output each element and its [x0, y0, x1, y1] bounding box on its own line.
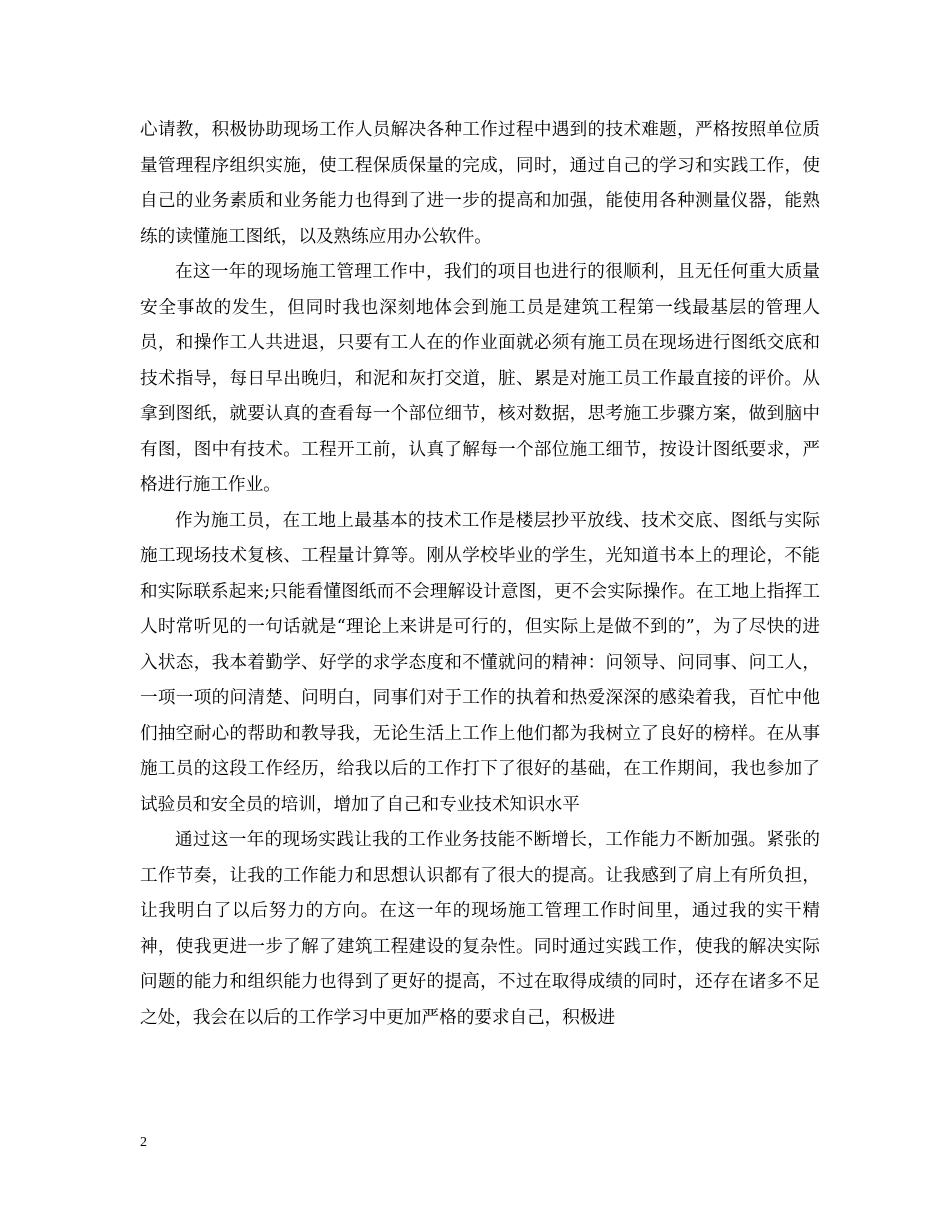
paragraph-4: 通过这一年的现场实践让我的工作业务技能不断增长，工作能力不断加强。紧张的工作节奏，让我的工作能力和思想认识都有了很大的提高。让我感到了肩上有所负担，让我明白了以后努力的方向。在这一年的现场施工管理工作时间里，通过我的实干精神，使我更进一步了解了建筑工程建设的复杂性。同时通过实践工作，使我的解决实际问题的能力和组织能力也得到了更好的提高，不过在取得成绩的同时，还存在诸多不足之处，我会在以后的工作学习中更加严格的要求自己，积极进: [140, 830, 820, 1028]
paragraph-3: 作为施工员，在工地上最基本的技术工作是楼层抄平放线、技术交底、图纸与实际施工现场技术复核、工程量计算等。刚从学校毕业的学生，光知道书本上的理论，不能和实际联系起来;只能看懂图纸而不会理解设计意图，更不会实际操作。在工地上指挥工人时常听见的一句话就是“理论上来讲是可行的，但实际上是做不到的”，为了尽快的进入状态，我本着勤学、好学的求学态度和不懂就问的精神：问领导、问同事、问工人，一项一项的问清楚、问明白，同事们对于工作的执着和热爱深深的感染着我，百忙中他们抽空耐心的帮助和教导我，无论生活上工作上他们都为我树立了良好的榜样。在从事施工员的这段工作经历，给我以后的工作打下了很好的基础，在工作期间，我也参加了试验员和安全员的培训，增加了自己和专业技术知识水平: [140, 510, 820, 815]
document-body: [140, 113, 820, 1036]
page-number: 2: [140, 1135, 147, 1150]
paragraph-1: 心请教，积极协助现场工作人员解决各种工作过程中遇到的技术难题，严格按照单位质量管理程序组织实施，使工程保质保量的完成，同时，通过自己的学习和实践工作，使自己的业务素质和业务能力也得到了进一步的提高和加强，能使用各种测量仪器，能熟练的读懂施工图纸，以及熟练应用办公软件。: [140, 120, 820, 247]
paragraph-2: 在这一年的现场施工管理工作中，我们的项目也进行的很顺利，且无任何重大质量安全事故的发生，但同时我也深刻地体会到施工员是建筑工程第一线最基层的管理人员，和操作工人共进退，只要有工人在的作业面就必须有施工员在现场进行图纸交底和技术指导，每日早出晚归，和泥和灰打交道，脏、累是对施工员工作最直接的评价。从拿到图纸，就要认真的查看每一个部位细节，核对数据，思考施工步骤方案，做到脑中有图，图中有技术。工程开工前，认真了解每一个部位施工细节，按设计图纸要求，严格进行施工作业。: [140, 262, 820, 495]
